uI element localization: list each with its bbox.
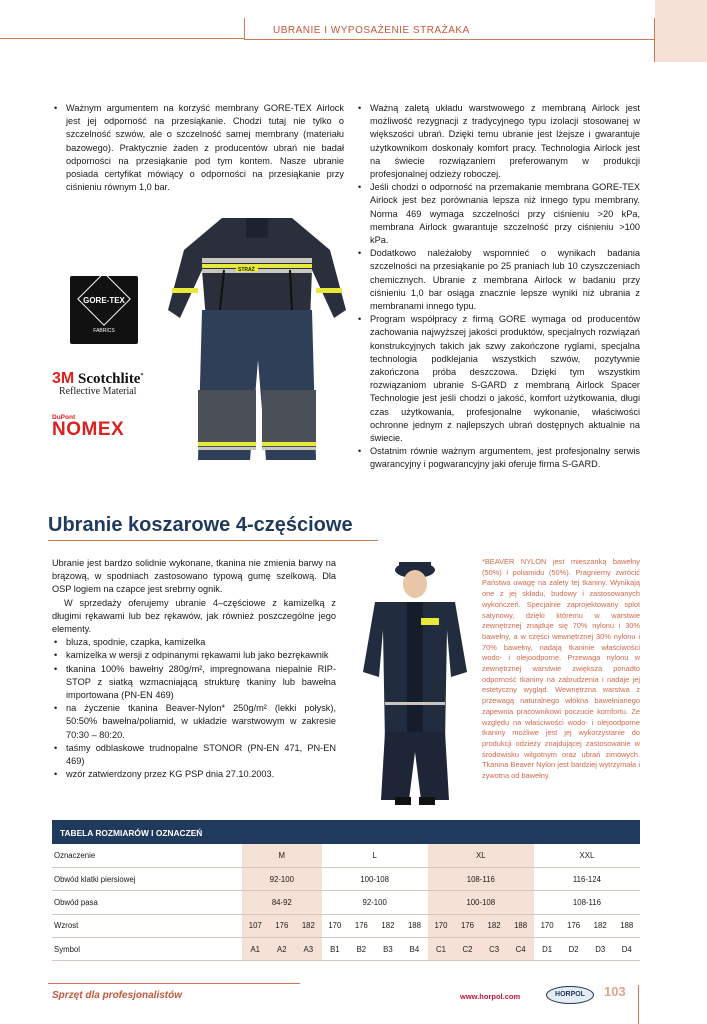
list-item: • taśmy odblaskowe trudnopalne STONOR (PN-EN 471, PN-EN 469)	[52, 742, 336, 768]
table-cell: XXL	[534, 844, 640, 867]
table-cell: M	[242, 844, 322, 867]
table-cell: 84-92	[242, 891, 322, 914]
table-cell: 107	[242, 914, 269, 937]
table-cell: D1	[534, 938, 561, 961]
gore-tex-subtitle: FABRICS	[93, 328, 115, 334]
section-underline	[48, 540, 378, 541]
table-cell: D2	[560, 938, 587, 961]
list-item: • Ważną zaletą układu warstwowego z membraną Airlock jest możliwość rezygnacji z tradycyjnego typu izolacji stosowanej w większości ubrań. Dzięki temu ubranie jest lżejsze i gwarantuje użytkownikom doskonały komfort pracy. Technologia Airlock jest na świecie rozwiązaniem preferowanym w produkcji profesjonalnej odzieży roboczej.	[356, 102, 640, 181]
row-label: Obwód klatki piersiowej	[52, 867, 242, 890]
list-item: • Ważnym argumentem na korzyść membrany GORE-TEX Airlock jest jej odporność na przesiąkanie. Chodzi tutaj nie tylko o szczelność szwów, ale o szczelność samej membrany (materiału bazowego). Praktycznie żaden z producentów ubrań nie badał odporności na przesiąkanie pod tym kontem. Nasze ubranie posiada certyfikat mówiący o odporności na przesiąkanie przy ciśnieniu równym 1,0 bar.	[52, 102, 344, 194]
table-cell: 100-108	[428, 891, 534, 914]
table-title: TABELA ROZMIARÓW I OZNACZEŃ	[52, 820, 640, 844]
table-cell: D4	[613, 938, 640, 961]
beaver-nylon-note: *BEAVER NYLON jest mieszanką bawełny (50%) i poliamidu (50%). Pragniemy zwrócić Państwa uwagę na zalety tej tkaniny. Wynikają one z jej składu, budowy i zastosowanych wykończeń. Specjalnie zaprojektowany splot satynowy, dzięki któremu w warstwie zewnętrznej znajduje się 70% nylonu i 30% bawełny, a w części wewnętrznej 30% nylonu i 70% bawełny, nadają tkaninie właściwości wodo- i olejoodporne. Przewaga nylonu w zewnętrznej warstwie zwiększa ponadto odporność tkaniny na zabrudzenia i nadaje jej estetyczny wygląd. Wewnętrzna warstwa z przewagą naturalnego włókna bawełnianego zapewnia pracownikowi poczucie komfortu. Ze względu na właściwości wodo- i olejoodporne tkaniny możliwe jest jej wykorzystanie do produkcji odzieży znajdującej zastosowanie w środowisku wilgotnym oraz ubrań zimowych. Tkanina Beaver Nylon jest bardziej wytrzymała i żywotna od bawełny.	[482, 557, 640, 781]
column-right	[356, 102, 640, 472]
footer-rule	[48, 983, 300, 984]
table-cell: 100-108	[322, 867, 428, 890]
gore-tex-wordmark: GORE-TEX	[83, 296, 125, 305]
header-bar	[244, 18, 707, 40]
nomex-wordmark: NOMEX	[52, 419, 125, 440]
scotchlite-tagline: Reflective Material	[59, 386, 137, 397]
table-cell: C1	[428, 938, 455, 961]
section-title: Ubranie koszarowe 4-częściowe	[48, 514, 353, 536]
bullet-list	[52, 102, 344, 194]
firefighter-suit-photo	[162, 210, 352, 475]
scotchlite-wordmark: 3M Scotchlite*	[52, 370, 144, 387]
header-accent	[655, 0, 707, 62]
footer-website-link[interactable]: www.horpol.com	[460, 992, 521, 1001]
table-cell: 176	[560, 914, 587, 937]
footer-accent-bar	[638, 985, 639, 1024]
paragraph: Ubranie jest bardzo solidnie wykonane, tkanina nie zmienia barwy na brązową, w spodniach zastosowano typową gumę szelkową. Dla OSP logiem na czapce jest srebrny ognik.	[52, 558, 336, 595]
table-row	[52, 914, 640, 937]
table-cell: C3	[481, 938, 508, 961]
nomex-logo	[52, 414, 162, 439]
size-table	[52, 820, 640, 961]
table-cell: 182	[375, 914, 402, 937]
table-cell: B2	[348, 938, 375, 961]
table-cell: L	[322, 844, 428, 867]
section-header-title: UBRANIE I WYPOSAŻENIE STRAŻAKA	[273, 25, 470, 36]
horpol-logo: HORPOL	[546, 986, 594, 1004]
page-number: 103	[604, 984, 626, 999]
table-cell: 176	[454, 914, 481, 937]
table-row	[52, 844, 640, 867]
table-cell: 188	[507, 914, 534, 937]
bullet-list	[356, 102, 640, 472]
list-item: • Jeśli chodzi o odporność na przemakanie membrana GORE-TEX Airlock jest bez porównania lepsza niż innego typu membrany. Norma 469 wymaga szczelności przy ciśnieniu >20 kPa, membrana Airlock gwarantuje szczelność przy ciśnieniu >100 kPa.	[356, 181, 640, 247]
table-cell: C4	[507, 938, 534, 961]
column-left	[52, 102, 344, 194]
table-cell: 176	[348, 914, 375, 937]
table-cell: 182	[587, 914, 614, 937]
table-cell: 182	[481, 914, 508, 937]
list-item: • kamizelka w wersji z odpinanymi rękawami lub jako bezrękawnik	[52, 649, 336, 662]
table-cell: 116-124	[534, 867, 640, 890]
column-uniform-description	[52, 557, 336, 781]
row-label: Wzrost	[52, 914, 242, 937]
table-cell: D3	[587, 938, 614, 961]
table-cell: B1	[322, 938, 349, 961]
list-item: • wzór zatwierdzony przez KG PSP dnia 27.10.2003.	[52, 768, 336, 781]
table-cell: C2	[454, 938, 481, 961]
table-row	[52, 891, 640, 914]
dupont-wordmark: DuPont	[52, 414, 76, 421]
table-cell: 92-100	[242, 867, 322, 890]
table-cell: 176	[269, 914, 296, 937]
table-cell: 108-116	[428, 867, 534, 890]
3m-mark: 3M	[52, 370, 75, 387]
list-item: • Ostatnim równie ważnym argumentem, jest profesjonalny serwis gwarancyjny i pogwarancyjny jaki oferuje firma S-GARD.	[356, 445, 640, 471]
table-cell: 188	[401, 914, 428, 937]
table-cell: 108-116	[534, 891, 640, 914]
size-table-grid	[52, 844, 640, 961]
list-item: • Dodatkowo należałoby wspomnieć o wynikach badania szczelności na przesiąkanie po 25 praniach lub 10 czyszczeniach chemicznych. Ubranie z membrana Airlock w badaniu przy ciśnieniu 1,0 bar osiąga znacznie lepsze wyniki niż ubrania z membranami innego typu.	[356, 247, 640, 313]
table-row	[52, 867, 640, 890]
table-cell: 182	[295, 914, 322, 937]
table-cell: 92-100	[322, 891, 428, 914]
table-cell: B4	[401, 938, 428, 961]
table-cell: A3	[295, 938, 322, 961]
gore-tex-logo	[70, 276, 138, 344]
bullet-list	[52, 636, 336, 781]
table-row	[52, 938, 640, 961]
list-item: • bluza, spodnie, czapka, kamizelka	[52, 636, 336, 649]
scotchlite-logo	[52, 370, 172, 397]
table-cell: B3	[375, 938, 402, 961]
footer-tagline: Sprzęt dla profesjonalistów	[52, 990, 183, 1001]
row-label: Obwód pasa	[52, 891, 242, 914]
table-cell: 170	[428, 914, 455, 937]
table-cell: A1	[242, 938, 269, 961]
table-cell: XL	[428, 844, 534, 867]
list-item: • na życzenie tkanina Beaver-Nylon* 250g/m² (lekki połysk), 50:50% bawełna/poliamid, w układzie warstwowym w zakresie 70:30 – 80:20.	[52, 702, 336, 742]
jacket-badge: STRAŻ	[238, 267, 255, 273]
uniform-mannequin-photo	[355, 552, 477, 810]
scotchlite-name: Scotchlite	[77, 371, 141, 387]
list-item: • Program współpracy z firmą GORE wymaga od producentów zachowania najwyższej jakości produktów, specjalnych rozwiązań konstrukcyjnych takich jak szwy zakończone ryglami, specjalna technologia podklejania wszystkich szwów, pozytywnie zakończona próba deszczowa. Dzięki tym wszystkim rozwiązaniom ubranie S-GARD z membraną Airlock Spacer Technologie jest jeśli chodzi o jakość, komfort użytkowania, długi czas użytkowania, profesjonalne wykonanie, właściwości ochronne jednym z najlepszych ubrań dostępnych aktualnie na świecie.	[356, 313, 640, 445]
row-label: Oznaczenie	[52, 844, 242, 867]
header-rule	[0, 38, 244, 39]
list-item: • tkanina 100% bawełny 280g/m², impregnowana niepalnie RIP-STOP z siatką wzmacniającą strukturę tkaniny lub bawełna importowana (PN-EN 469)	[52, 663, 336, 703]
row-label: Symbol	[52, 938, 242, 961]
table-cell: 170	[322, 914, 349, 937]
table-cell: 170	[534, 914, 561, 937]
table-cell: 188	[613, 914, 640, 937]
table-cell: A2	[269, 938, 296, 961]
paragraph: W sprzedaży oferujemy ubranie 4–częściowe z kamizelką z długimi rękawami lub bez rękawów, jak również poszczególne jego elementy.	[52, 597, 336, 635]
header	[244, 0, 707, 40]
